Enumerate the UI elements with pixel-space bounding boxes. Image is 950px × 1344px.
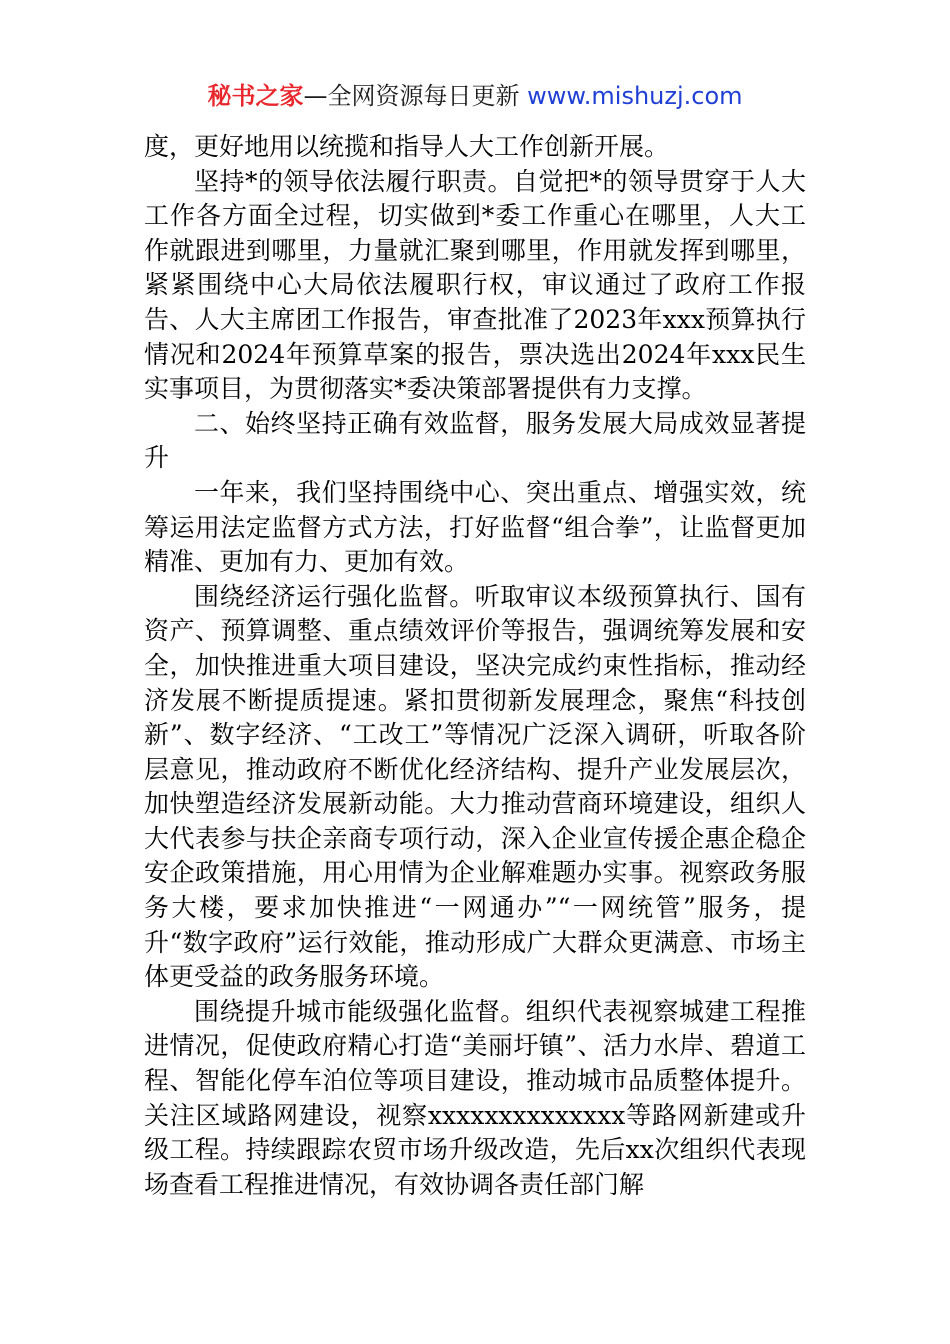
brand-name: 秘书之家	[207, 82, 304, 110]
site-header	[0, 80, 950, 112]
paragraph: 一年来，我们坚持围绕中心、突出重点、增强实效，统筹运用法定监督方式方法，打好监督“组合拳”，让监督更加精准、更加有力、更加有效。	[144, 477, 806, 577]
header-tagline: —全网资源每日更新	[303, 82, 520, 110]
paragraph: 围绕提升城市能级强化监督。组织代表视察城建工程推进情况，促使政府精心打造“美丽圩镇”、活力水岸、碧道工程、智能化停车泊位等项目建设，推动城市品质整体提升。关注区域路网建设，视察xxxxxxxxxxxxxx等路网新建或升级工程。持续跟踪农贸市场升级改造，先后xx次组织代表现场查看工程推进情况，有效协调各责任部门解	[144, 996, 806, 1199]
site-url-link[interactable]: www.mishuzj.com	[527, 82, 743, 110]
document-body	[144, 130, 806, 1202]
paragraph: 围绕经济运行强化监督。听取审议本级预算执行、国有资产、预算调整、重点绩效评价等报告，强调统筹发展和安全，加快推进重大项目建设，坚决完成约束性指标，推动经济发展不断提质提速。紧扣贯彻新发展理念，聚焦“科技创新”、数字经济、“工改工”等情况广泛深入调研，听取各阶层意见，推动政府不断优化经济结构、提升产业发展层次，加快塑造经济发展新动能。大力推动营商环境建设，组织人大代表参与扶企亲商专项行动，深入企业宣传援企惠企稳企安企政策措施，用心用情为企业解难题办实事。视察政务服务大楼，要求加快推进“一网通办”“一网统管”服务，提升“数字政府”运行效能，推动形成广大群众更满意、市场主体更受益的政务服务环境。	[144, 581, 806, 992]
section-heading: 二、始终坚持正确有效监督，服务发展大局成效显著提升	[144, 408, 806, 473]
paragraph-continuation: 度，更好地用以统揽和指导人大工作创新开展。	[144, 132, 670, 161]
paragraph: 坚持*的领导依法履行职责。自觉把*的领导贯穿于人大工作各方面全过程，切实做到*委工作重心在哪里，人大工作就跟进到哪里，力量就汇聚到哪里，作用就发挥到哪里，紧紧围绕中心大局依法履职行权，审议通过了政府工作报告、人大主席团工作报告，审查批准了2023年xxx预算执行情况和2024年预算草案的报告，票决选出2024年xxx民生实事项目，为贯彻落实*委决策部署提供有力支撑。	[144, 166, 806, 404]
